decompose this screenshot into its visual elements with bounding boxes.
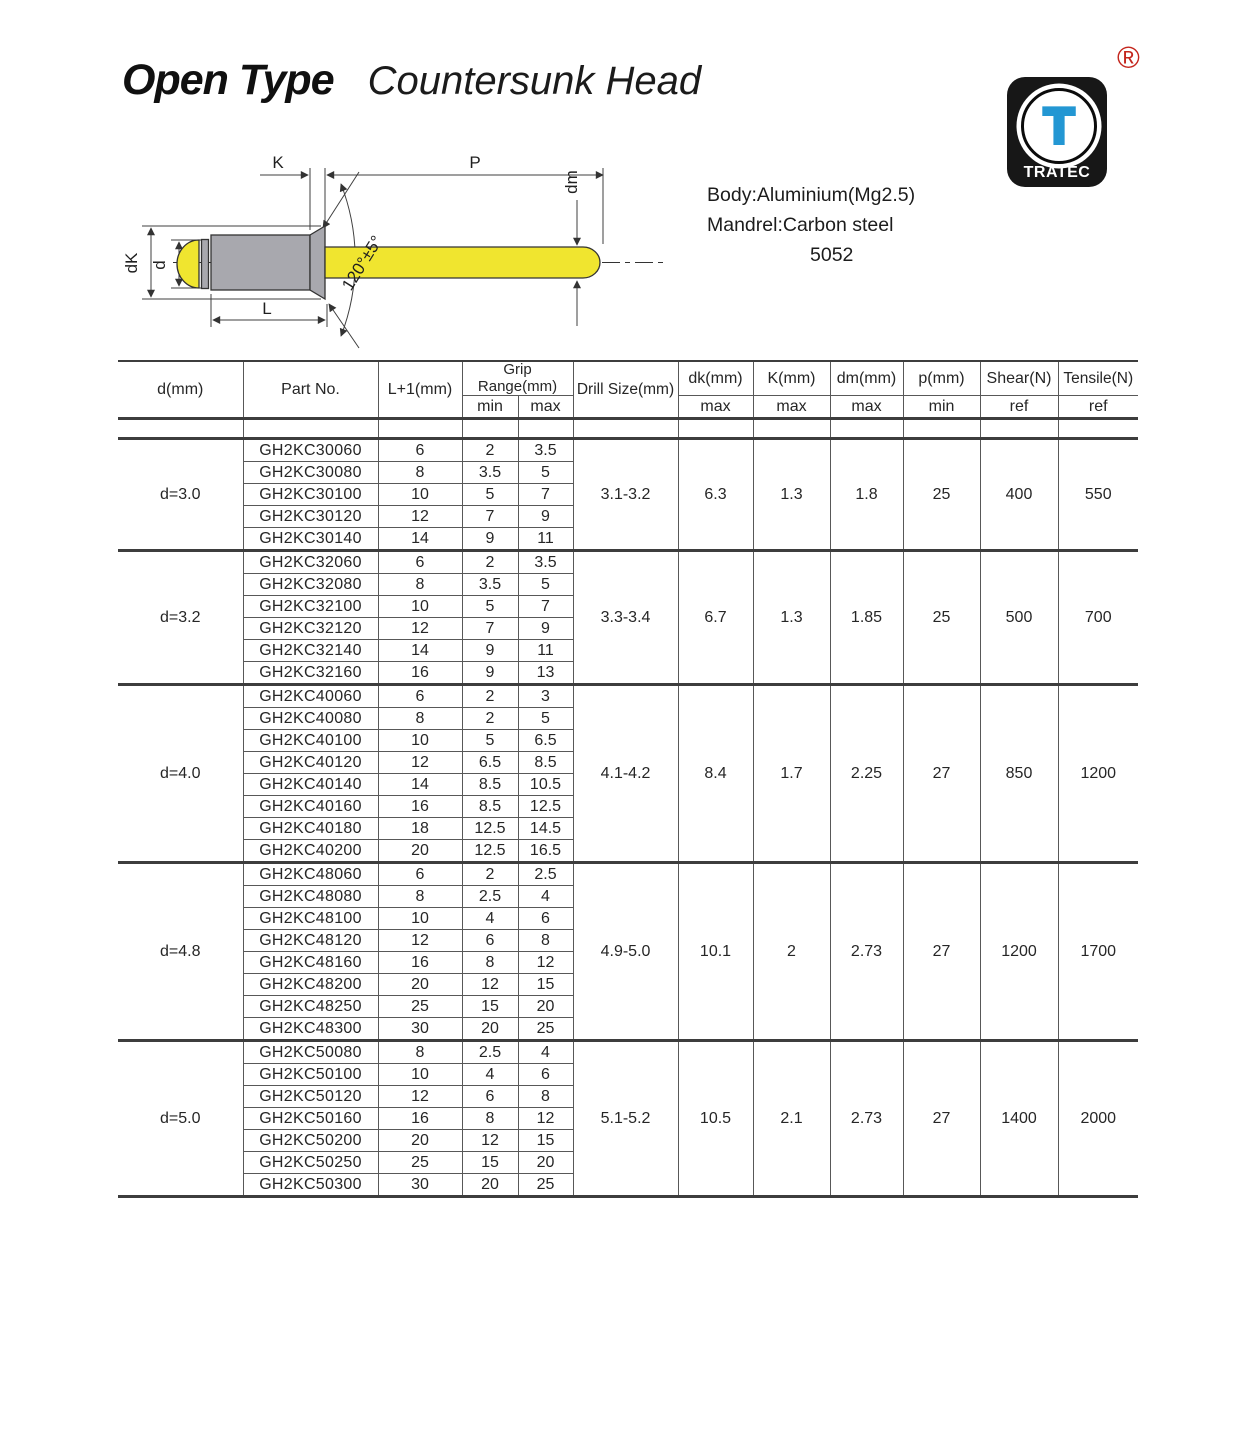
grip-max-cell: 15 — [518, 1130, 573, 1152]
mandrel-material: Mandrel:Carbon steel — [707, 214, 894, 236]
part-no-cell: GH2KC40180 — [243, 818, 378, 840]
grip-min-cell: 2 — [462, 439, 518, 462]
spec-row — [118, 685, 1138, 708]
grip-min-cell: 20 — [462, 1174, 518, 1197]
shear-cell: 400 — [980, 439, 1058, 551]
grip-max-cell: 25 — [518, 1018, 573, 1041]
dm-max-cell: 2.73 — [830, 863, 903, 1041]
grip-min-cell: 6 — [462, 1086, 518, 1108]
col-header-part-no: Part No. — [243, 361, 378, 419]
part-no-cell: GH2KC50100 — [243, 1064, 378, 1086]
subheader-grip-max: max — [518, 396, 573, 419]
grip-max-cell: 10.5 — [518, 774, 573, 796]
rivet-diagram — [115, 142, 695, 354]
length-cell: 8 — [378, 886, 462, 908]
length-cell: 16 — [378, 1108, 462, 1130]
grip-max-cell: 12 — [518, 1108, 573, 1130]
subheader-shear-ref: ref — [980, 396, 1058, 419]
grip-max-cell: 6 — [518, 908, 573, 930]
length-cell: 10 — [378, 1064, 462, 1086]
length-cell: 20 — [378, 1130, 462, 1152]
grip-max-cell: 6.5 — [518, 730, 573, 752]
part-no-cell: GH2KC40100 — [243, 730, 378, 752]
logo-brand-text: TRATEC — [1023, 164, 1091, 181]
part-no-cell: GH2KC40060 — [243, 685, 378, 708]
tensile-cell: 1700 — [1058, 863, 1138, 1041]
grip-max-cell: 2.5 — [518, 863, 573, 886]
grip-min-cell: 20 — [462, 1018, 518, 1041]
drill-size-cell: 3.1-3.2 — [573, 439, 678, 551]
grip-max-cell: 4 — [518, 886, 573, 908]
grip-max-cell: 13 — [518, 662, 573, 685]
grip-max-cell: 9 — [518, 618, 573, 640]
grip-max-cell: 5 — [518, 708, 573, 730]
spacer-cell — [830, 419, 903, 439]
part-no-cell: GH2KC32100 — [243, 596, 378, 618]
length-cell: 8 — [378, 462, 462, 484]
p-min-cell: 27 — [903, 685, 980, 863]
spacer-cell — [753, 419, 830, 439]
part-no-cell: GH2KC48300 — [243, 1018, 378, 1041]
body-material: Body:Aluminium(Mg2.5) — [707, 184, 916, 206]
grip-min-cell: 12 — [462, 974, 518, 996]
table-body — [118, 419, 1138, 1197]
grip-max-cell: 12 — [518, 952, 573, 974]
spacer-cell — [518, 419, 573, 439]
alloy-number: 5052 — [810, 244, 854, 266]
col-header-tensile: Tensile(N) — [1058, 361, 1138, 396]
spacer-cell — [1058, 419, 1138, 439]
mandrel-head — [177, 240, 199, 288]
spacer-cell — [678, 419, 753, 439]
p-min-cell: 27 — [903, 863, 980, 1041]
col-header-grip-range: Grip Range(mm) — [462, 361, 573, 396]
part-no-cell: GH2KC32140 — [243, 640, 378, 662]
dk-max-cell: 10.5 — [678, 1041, 753, 1197]
k-max-cell: 2.1 — [753, 1041, 830, 1197]
label-angle: 120°±5° — [338, 232, 387, 294]
length-cell: 25 — [378, 996, 462, 1018]
col-header-length: L+1(mm) — [378, 361, 462, 419]
page-title — [122, 56, 701, 105]
length-cell: 10 — [378, 484, 462, 506]
length-cell: 30 — [378, 1174, 462, 1197]
tensile-cell: 2000 — [1058, 1041, 1138, 1197]
k-max-cell: 1.3 — [753, 439, 830, 551]
grip-min-cell: 3.5 — [462, 574, 518, 596]
part-no-cell: GH2KC50160 — [243, 1108, 378, 1130]
d-group-cell: d=4.0 — [118, 685, 243, 863]
spec-table — [118, 360, 1138, 1198]
d-group-cell: d=4.8 — [118, 863, 243, 1041]
length-cell: 10 — [378, 596, 462, 618]
subheader-tensile-ref: ref — [1058, 396, 1138, 419]
part-no-cell: GH2KC40120 — [243, 752, 378, 774]
grip-min-cell: 2.5 — [462, 1041, 518, 1064]
part-no-cell: GH2KC30100 — [243, 484, 378, 506]
col-header-dm: dm(mm) — [830, 361, 903, 396]
grip-min-cell: 6.5 — [462, 752, 518, 774]
k-max-cell: 2 — [753, 863, 830, 1041]
grip-max-cell: 16.5 — [518, 840, 573, 863]
spec-row — [118, 1041, 1138, 1064]
p-min-cell: 25 — [903, 551, 980, 685]
spacer-cell — [573, 419, 678, 439]
grip-max-cell: 12.5 — [518, 796, 573, 818]
grip-min-cell: 7 — [462, 506, 518, 528]
part-no-cell: GH2KC40160 — [243, 796, 378, 818]
part-no-cell: GH2KC30060 — [243, 439, 378, 462]
collar — [202, 240, 209, 289]
length-cell: 10 — [378, 908, 462, 930]
tratec-logo — [1007, 77, 1107, 187]
title-countersunk-head: Countersunk Head — [367, 59, 702, 103]
grip-max-cell: 5 — [518, 574, 573, 596]
grip-min-cell: 15 — [462, 1152, 518, 1174]
part-no-cell: GH2KC30080 — [243, 462, 378, 484]
grip-min-cell: 8.5 — [462, 774, 518, 796]
grip-min-cell: 4 — [462, 1064, 518, 1086]
part-no-cell: GH2KC48060 — [243, 863, 378, 886]
spec-row — [118, 863, 1138, 886]
part-no-cell: GH2KC50120 — [243, 1086, 378, 1108]
grip-min-cell: 7 — [462, 618, 518, 640]
drill-size-cell: 4.1-4.2 — [573, 685, 678, 863]
grip-max-cell: 14.5 — [518, 818, 573, 840]
spec-row — [118, 439, 1138, 462]
length-cell: 14 — [378, 640, 462, 662]
tensile-cell: 1200 — [1058, 685, 1138, 863]
part-no-cell: GH2KC30140 — [243, 528, 378, 551]
dm-max-cell: 2.25 — [830, 685, 903, 863]
grip-max-cell: 8 — [518, 930, 573, 952]
grip-max-cell: 8 — [518, 1086, 573, 1108]
grip-min-cell: 9 — [462, 640, 518, 662]
k-max-cell: 1.7 — [753, 685, 830, 863]
length-cell: 25 — [378, 1152, 462, 1174]
dk-max-cell: 8.4 — [678, 685, 753, 863]
d-group-cell: d=3.0 — [118, 439, 243, 551]
p-min-cell: 25 — [903, 439, 980, 551]
part-no-cell: GH2KC40140 — [243, 774, 378, 796]
grip-max-cell: 3.5 — [518, 551, 573, 574]
length-cell: 18 — [378, 818, 462, 840]
spacer-cell — [378, 419, 462, 439]
length-cell: 8 — [378, 574, 462, 596]
part-no-cell: GH2KC32120 — [243, 618, 378, 640]
part-no-cell: GH2KC48250 — [243, 996, 378, 1018]
col-header-dk: dk(mm) — [678, 361, 753, 396]
length-cell: 20 — [378, 974, 462, 996]
col-header-shear: Shear(N) — [980, 361, 1058, 396]
length-cell: 14 — [378, 528, 462, 551]
grip-min-cell: 12.5 — [462, 818, 518, 840]
logo-letter-t: T — [1043, 98, 1075, 154]
grip-max-cell: 8.5 — [518, 752, 573, 774]
material-specs — [707, 180, 915, 270]
grip-max-cell: 5 — [518, 462, 573, 484]
grip-min-cell: 5 — [462, 484, 518, 506]
grip-max-cell: 6 — [518, 1064, 573, 1086]
part-no-cell: GH2KC48080 — [243, 886, 378, 908]
part-no-cell: GH2KC30120 — [243, 506, 378, 528]
label-l: L — [262, 299, 272, 318]
grip-max-cell: 25 — [518, 1174, 573, 1197]
drill-size-cell: 4.9-5.0 — [573, 863, 678, 1041]
part-no-cell: GH2KC32080 — [243, 574, 378, 596]
drill-size-cell: 5.1-5.2 — [573, 1041, 678, 1197]
grip-min-cell: 6 — [462, 930, 518, 952]
part-no-cell: GH2KC50200 — [243, 1130, 378, 1152]
grip-min-cell: 4 — [462, 908, 518, 930]
part-no-cell: GH2KC40080 — [243, 708, 378, 730]
grip-min-cell: 2.5 — [462, 886, 518, 908]
length-cell: 14 — [378, 774, 462, 796]
length-cell: 16 — [378, 796, 462, 818]
rivet-body — [211, 235, 310, 290]
length-cell: 6 — [378, 439, 462, 462]
label-dm: dm — [562, 170, 581, 194]
spacer-cell — [243, 419, 378, 439]
grip-min-cell: 9 — [462, 662, 518, 685]
grip-min-cell: 9 — [462, 528, 518, 551]
grip-max-cell: 15 — [518, 974, 573, 996]
part-no-cell: GH2KC32160 — [243, 662, 378, 685]
part-no-cell: GH2KC48200 — [243, 974, 378, 996]
spec-row — [118, 551, 1138, 574]
k-max-cell: 1.3 — [753, 551, 830, 685]
grip-max-cell: 3.5 — [518, 439, 573, 462]
grip-min-cell: 5 — [462, 596, 518, 618]
subheader-k-max: max — [753, 396, 830, 419]
dk-max-cell: 10.1 — [678, 863, 753, 1041]
length-cell: 20 — [378, 840, 462, 863]
spacer-cell — [118, 419, 243, 439]
grip-max-cell: 11 — [518, 640, 573, 662]
length-cell: 8 — [378, 708, 462, 730]
length-cell: 16 — [378, 662, 462, 685]
tensile-cell: 550 — [1058, 439, 1138, 551]
grip-max-cell: 7 — [518, 484, 573, 506]
grip-min-cell: 8 — [462, 952, 518, 974]
part-no-cell: GH2KC48120 — [243, 930, 378, 952]
part-no-cell: GH2KC50300 — [243, 1174, 378, 1197]
part-no-cell: GH2KC48100 — [243, 908, 378, 930]
grip-min-cell: 3.5 — [462, 462, 518, 484]
label-p: P — [469, 153, 481, 172]
grip-max-cell: 3 — [518, 685, 573, 708]
col-header-drill-size: Drill Size(mm) — [573, 361, 678, 419]
length-cell: 16 — [378, 952, 462, 974]
grip-min-cell: 2 — [462, 685, 518, 708]
drill-size-cell: 3.3-3.4 — [573, 551, 678, 685]
length-cell: 10 — [378, 730, 462, 752]
length-cell: 12 — [378, 752, 462, 774]
subheader-p-min: min — [903, 396, 980, 419]
shear-cell: 850 — [980, 685, 1058, 863]
dm-max-cell: 1.85 — [830, 551, 903, 685]
shear-cell: 1400 — [980, 1041, 1058, 1197]
grip-min-cell: 8.5 — [462, 796, 518, 818]
logo-circle — [1021, 88, 1097, 164]
spacer-row — [118, 419, 1138, 439]
label-k: K — [272, 153, 284, 172]
grip-max-cell: 7 — [518, 596, 573, 618]
part-no-cell: GH2KC32060 — [243, 551, 378, 574]
length-cell: 12 — [378, 618, 462, 640]
header-row-1 — [118, 361, 1138, 396]
grip-max-cell: 11 — [518, 528, 573, 551]
spec-table-section — [118, 360, 1138, 1198]
part-no-cell: GH2KC50080 — [243, 1041, 378, 1064]
d-group-cell: d=3.2 — [118, 551, 243, 685]
grip-max-cell: 9 — [518, 506, 573, 528]
grip-min-cell: 2 — [462, 551, 518, 574]
col-header-k: K(mm) — [753, 361, 830, 396]
spacer-cell — [462, 419, 518, 439]
subheader-dm-max: max — [830, 396, 903, 419]
length-cell: 6 — [378, 685, 462, 708]
grip-min-cell: 8 — [462, 1108, 518, 1130]
p-min-cell: 27 — [903, 1041, 980, 1197]
grip-min-cell: 12 — [462, 1130, 518, 1152]
grip-max-cell: 20 — [518, 996, 573, 1018]
shear-cell: 500 — [980, 551, 1058, 685]
label-dk: dK — [122, 252, 141, 274]
dk-max-cell: 6.7 — [678, 551, 753, 685]
tensile-cell: 700 — [1058, 551, 1138, 685]
spacer-cell — [903, 419, 980, 439]
label-d: d — [150, 260, 169, 270]
registered-trademark-icon: ® — [1117, 40, 1140, 75]
title-open-type: Open Type — [122, 56, 334, 104]
grip-min-cell: 2 — [462, 708, 518, 730]
part-no-cell: GH2KC48160 — [243, 952, 378, 974]
subheader-grip-min: min — [462, 396, 518, 419]
dk-max-cell: 6.3 — [678, 439, 753, 551]
grip-min-cell: 12.5 — [462, 840, 518, 863]
dm-max-cell: 1.8 — [830, 439, 903, 551]
part-no-cell: GH2KC40200 — [243, 840, 378, 863]
countersunk-head — [310, 226, 325, 299]
grip-max-cell: 20 — [518, 1152, 573, 1174]
grip-max-cell: 4 — [518, 1041, 573, 1064]
shear-cell: 1200 — [980, 863, 1058, 1041]
subheader-dk-max: max — [678, 396, 753, 419]
length-cell: 6 — [378, 551, 462, 574]
length-cell: 8 — [378, 1041, 462, 1064]
grip-min-cell: 2 — [462, 863, 518, 886]
d-group-cell: d=5.0 — [118, 1041, 243, 1197]
length-cell: 12 — [378, 1086, 462, 1108]
col-header-p: p(mm) — [903, 361, 980, 396]
dm-max-cell: 2.73 — [830, 1041, 903, 1197]
length-cell: 6 — [378, 863, 462, 886]
grip-min-cell: 15 — [462, 996, 518, 1018]
col-header-d: d(mm) — [118, 361, 243, 419]
length-cell: 12 — [378, 930, 462, 952]
length-cell: 12 — [378, 506, 462, 528]
spacer-cell — [980, 419, 1058, 439]
length-cell: 30 — [378, 1018, 462, 1041]
grip-min-cell: 5 — [462, 730, 518, 752]
part-no-cell: GH2KC50250 — [243, 1152, 378, 1174]
